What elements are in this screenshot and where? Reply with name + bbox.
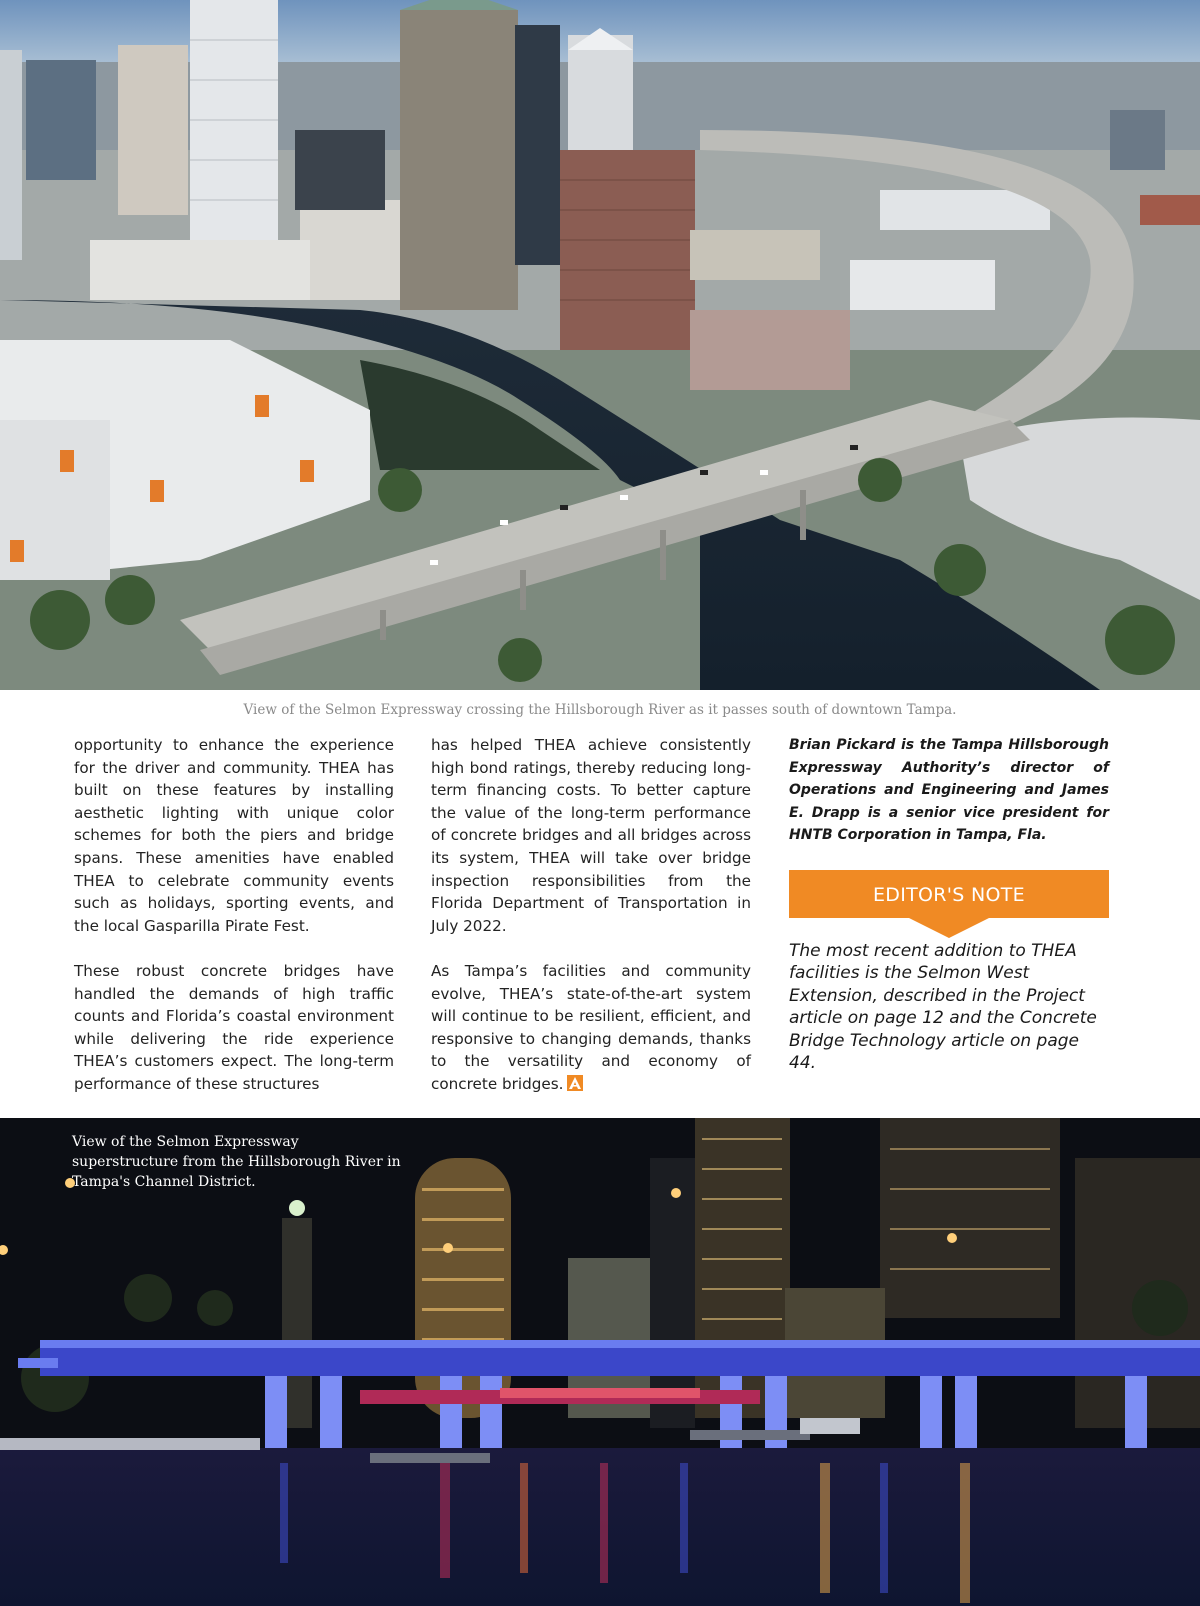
paragraph-text: As Tampa’s facilities and community evolve, THEA’s state-of-the-art system will continue to be resilient, efficient, and responsive to changing demands, thanks to the versatility and economy of concrete bridges. [431, 961, 751, 1093]
editors-note-label: EDITOR'S NOTE [872, 883, 1025, 906]
article-column-2 [431, 734, 751, 1118]
paragraph: These robust concrete bridges have handled the demands of high traffic counts and Florida’s coastal environment while delivering the ride experience THEA’s customers expect. The long-term performance of these structures [74, 961, 394, 1093]
top-photo-caption: View of the Selmon Expressway crossing the Hillsborough River as it passes south of downtown Tampa. [243, 702, 957, 718]
paragraph [431, 960, 751, 1096]
aerial-photo-selmon-expressway [0, 0, 1200, 690]
paragraph: opportunity to enhance the experience for the driver and community. THEA has built on these features by installing aesthetic lighting with unique color schemes for both the piers and bridge spans. These amenities have enabled THEA to celebrate community events such as holidays, sporting events, and the local Gasparilla Pirate Fest. [74, 736, 394, 935]
paragraph: has helped THEA achieve consistently high bond ratings, thereby reducing long-term financing costs. To better capture the value of the long-term performance of concrete bridges and all bridges across its system, THEA will take over bridge inspection responsibilities from the Florida Department of Transportation in July 2022. [431, 736, 751, 935]
editors-note-banner [789, 870, 1109, 940]
author-bio: Brian Pickard is the Tampa Hillsborough Expressway Authority’s director of Operations and Engineering and James E. Drapp is a senior vice president for HNTB Corporation in Tampa, Fla. [789, 737, 1109, 844]
end-of-article-icon [567, 1075, 583, 1091]
article-column-3 [789, 734, 1109, 1097]
article-column-1 [74, 734, 394, 1118]
bottom-photo-caption: View of the Selmon Expressway superstructure from the Hillsborough River in Tampa's Channel District. [72, 1134, 401, 1190]
editors-note-text: The most recent addition to THEA facilities is the Selmon West Extension, described in the Project article on page 12 and the Concrete Bridge Technology article on page 44. [789, 940, 1097, 1074]
